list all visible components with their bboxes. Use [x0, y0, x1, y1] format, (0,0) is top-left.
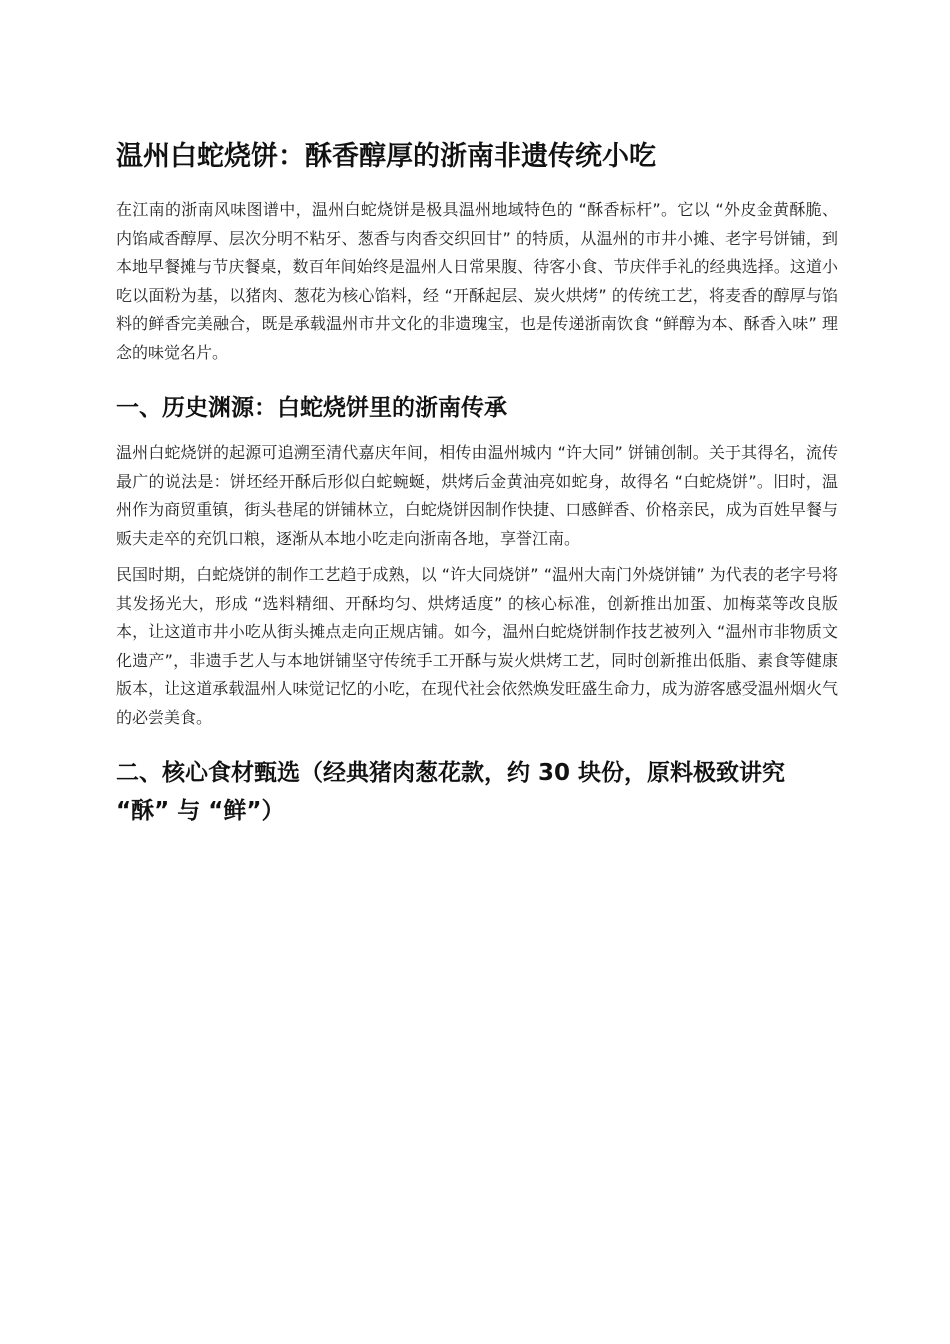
history-paragraph-2: 民国时期，白蛇烧饼的制作工艺趋于成熟，以 “许大同烧饼” “温州大南门外烧饼铺” 为代表的老字号将其发扬光大，形成 “选料精细、开酥均匀、烘烤适度” 的核心标准，创新推出加蛋、加梅菜等改良版本，让这道市井小吃从街头摊点走向正规店铺。如今，温州白蛇烧饼制作技艺被列入 “温州市非物质文化遗产”，非遗手艺人与本地饼铺坚守传统手工开酥与炭火烘烤工艺，同时创新推出低脂、素食等健康版本，让这道承载温州人味觉记忆的小吃，在现代社会依然焕发旺盛生命力，成为游客感受温州烟火气的必尝美食。: [116, 565, 838, 727]
document-page: [116, 138, 838, 830]
page-title: 温州白蛇烧饼：酥香醇厚的浙南非遗传统小吃: [116, 141, 656, 172]
section-heading-ingredients: 二、核心食材甄选（经典猪肉葱花款，约 30 块份，原料极致讲究 “酥” 与 “鲜”）: [116, 760, 786, 824]
intro-paragraph: 在江南的浙南风味图谱中，温州白蛇烧饼是极具温州地域特色的 “酥香标杆”。它以 “外皮金黄酥脆、内馅咸香醇厚、层次分明不粘牙、葱香与肉香交织回甘” 的特质，从温州的市井小摊、老字号饼铺，到本地早餐摊与节庆餐桌，数百年间始终是温州人日常果腹、待客小食、节庆伴手礼的经典选择。这道小吃以面粉为基，以猪肉、葱花为核心馅料，经 “开酥起层、炭火烘烤” 的传统工艺，将麦香的醇厚与馅料的鲜香完美融合，既是承载温州市井文化的非遗瑰宝，也是传递浙南饮食 “鲜醇为本、酥香入味” 理念的味觉名片。: [116, 200, 838, 362]
section-heading-history: 一、历史渊源：白蛇烧饼里的浙南传承: [116, 395, 507, 421]
history-paragraph-1: 温州白蛇烧饼的起源可追溯至清代嘉庆年间，相传由温州城内 “许大同” 饼铺创制。关于其得名，流传最广的说法是：饼坯经开酥后形似白蛇蜿蜒，烘烤后金黄油亮如蛇身，故得名 “白蛇烧饼”。旧时，温州作为商贸重镇，街头巷尾的饼铺林立，白蛇烧饼因制作快捷、口感鲜香、价格亲民，成为百姓早餐与贩夫走卒的充饥口粮，逐渐从本地小吃走向浙南各地，享誉江南。: [116, 443, 838, 548]
